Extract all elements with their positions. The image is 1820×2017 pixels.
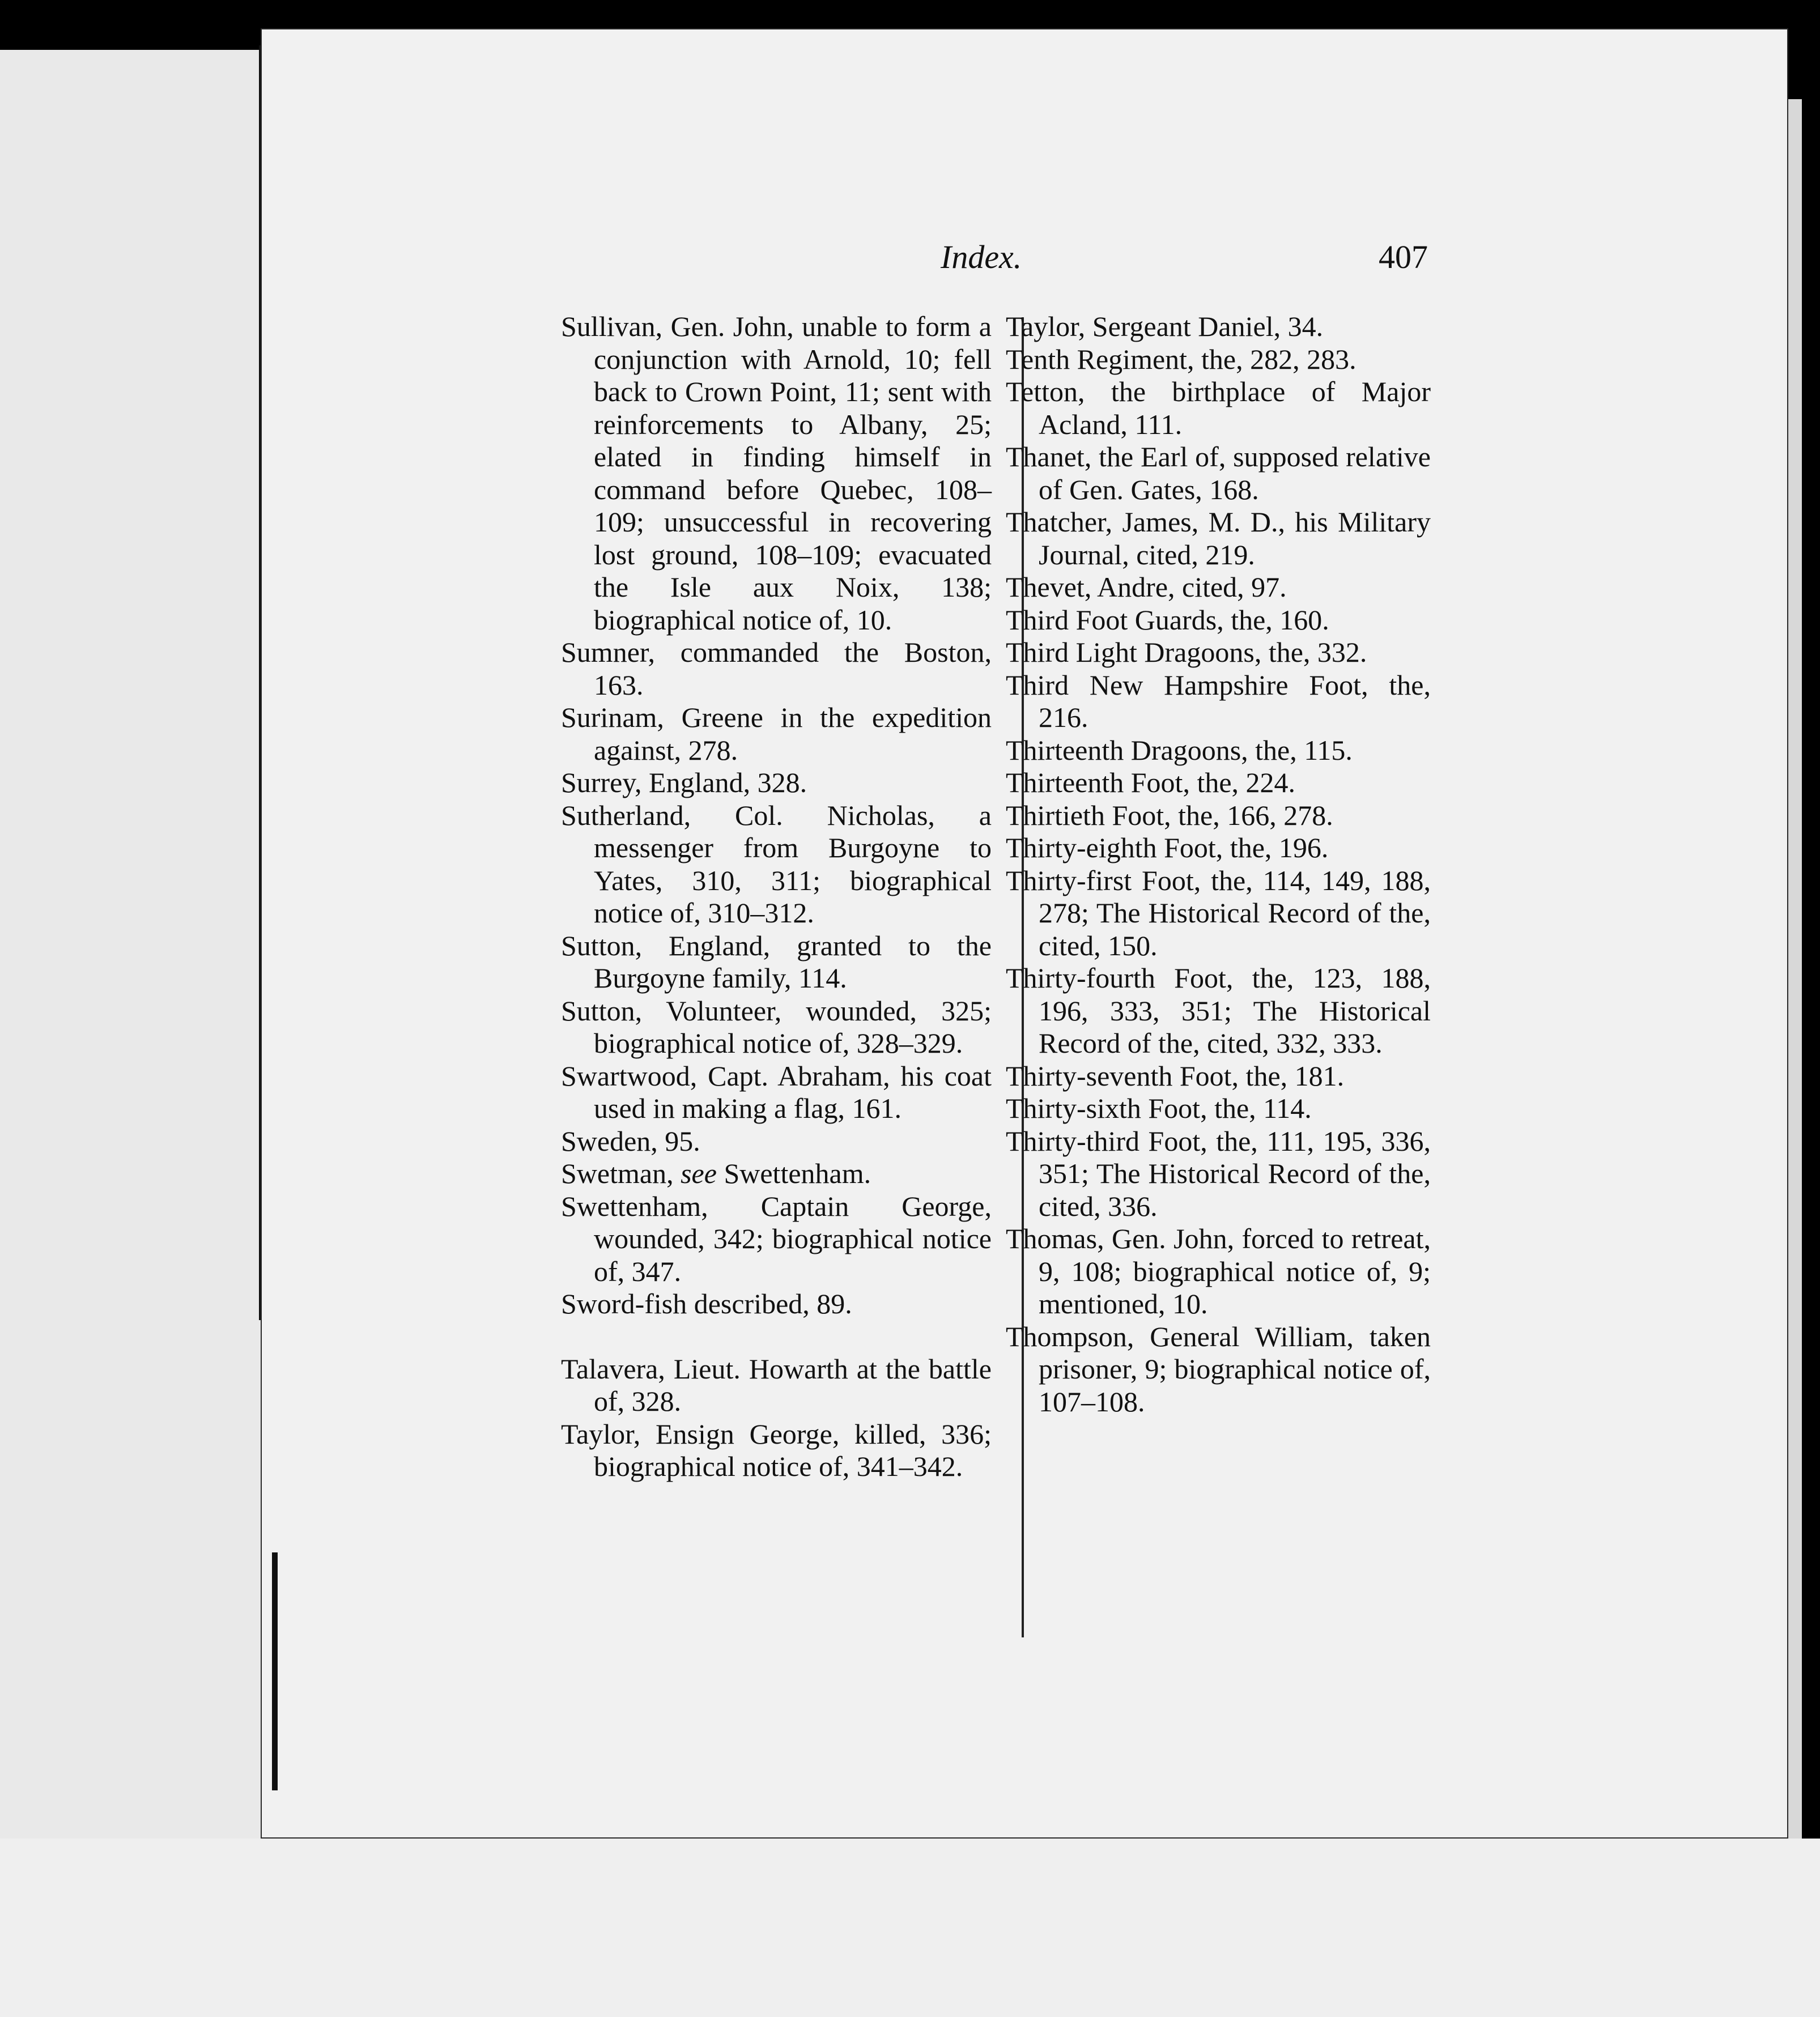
index-entry: Third Light Dragoons, the, 332.	[1006, 636, 1367, 668]
index-entry: Taylor, Sergeant Daniel, 34.	[1006, 310, 1324, 342]
index-entry: Third Foot Guards, the, 160.	[1006, 603, 1329, 636]
bottom-margin	[0, 1839, 1820, 2017]
index-entry: Thirty-third Foot, the, 111, 195, 336, 351; The Historical Record of the, cited, 336.	[1006, 1125, 1431, 1222]
index-entry: Thirty-seventh Foot, the, 181.	[1006, 1059, 1345, 1092]
index-entry: Thirteenth Foot, the, 224.	[1006, 767, 1296, 798]
spine-shadow	[272, 1552, 278, 1790]
index-entry: Sumner, commanded the Boston, 163.	[561, 636, 992, 701]
index-entry: Swartwood, Capt. Abraham, his coat used in making a flag, 161.	[561, 1059, 992, 1124]
index-entry: Thirtieth Foot, the, 166, 278.	[1006, 799, 1333, 831]
index-entry: Thirty-eighth Foot, the, 196.	[1006, 832, 1329, 863]
index-entry: Sutton, England, granted to the Burgoyne family, 114.	[561, 929, 992, 994]
see-reference: see	[681, 1158, 717, 1189]
index-entry: Surrey, England, 328.	[561, 767, 807, 798]
index-entry: Thirty-sixth Foot, the, 114.	[1006, 1092, 1312, 1124]
facing-page	[0, 50, 261, 2017]
entry-head: Swetman,	[561, 1158, 674, 1189]
running-title: Index.	[941, 239, 1022, 275]
index-entry: Sutton, Volunteer, wounded, 325; biographical notice of, 328–329.	[561, 994, 992, 1059]
index-entry: Thirty-first Foot, the, 114, 149, 188, 278; The Historical Record of the, cited, 150.	[1006, 864, 1431, 961]
index-entry: Sword-fish described, 89.	[561, 1288, 852, 1320]
index-entry: Sweden, 95.	[561, 1125, 700, 1157]
index-entry: Tetton, the birthplace of Major Acland, 111.	[1006, 376, 1431, 440]
index-entry: Taylor, Ensign George, killed, 336; biographical notice of, 341–342.	[561, 1418, 992, 1482]
index-entry: Thomas, Gen. John, forced to retreat, 9, 108; biographical notice of, 9; mentioned, 10.	[1006, 1223, 1431, 1320]
index-entry: Thirty-fourth Foot, the, 123, 188, 196, 333, 351; The Historical Record of the, cited, 332, 333.	[1006, 962, 1431, 1059]
index-column-right	[1006, 310, 1431, 1418]
reference-target: Swettenham.	[724, 1158, 871, 1189]
index-entry: Sullivan, Gen. John, unable to form a conjunction with Arnold, 10; fell back to Crown Point, 11; sent with reinforcements to Albany, 25; elated in finding himself in command before Quebec, 108–109; unsuccessful in recovering lost ground, 108–109; evacuated the Isle aux Noix, 138; biographical notice of, 10.	[561, 310, 992, 636]
index-entry: Thevet, Andre, cited, 97.	[1006, 571, 1287, 603]
index-entry: Third New Hampshire Foot, the, 216.	[1006, 669, 1431, 733]
index-entry: Thanet, the Earl of, supposed relative of Gen. Gates, 168.	[1006, 441, 1431, 505]
index-entry: Thompson, General William, taken prisoner, 9; biographical notice of, 107–108.	[1006, 1320, 1431, 1418]
letter-gap	[561, 1321, 992, 1353]
index-column-left	[561, 310, 992, 1483]
page-number: 407	[1379, 239, 1428, 275]
index-entry: Tenth Regiment, the, 282, 283.	[1006, 343, 1357, 375]
index-entry: Surinam, Greene in the expedition against, 278.	[561, 701, 992, 766]
index-entry: Sutherland, Col. Nicholas, a messenger from Burgoyne to Yates, 310, 311; biographical notice of, 310–312.	[561, 799, 992, 929]
page-header	[941, 238, 1428, 283]
index-entry: Thatcher, James, M. D., his Military Journal, cited, 219.	[1006, 506, 1431, 571]
index-entry: Talavera, Lieut. Howarth at the battle of, 328.	[561, 1352, 992, 1417]
index-entry: Swettenham, Captain George, wounded, 342; biographical notice of, 347.	[561, 1190, 992, 1287]
index-entry-cross-reference	[561, 1158, 992, 1190]
index-entry: Thirteenth Dragoons, the, 115.	[1006, 734, 1353, 766]
